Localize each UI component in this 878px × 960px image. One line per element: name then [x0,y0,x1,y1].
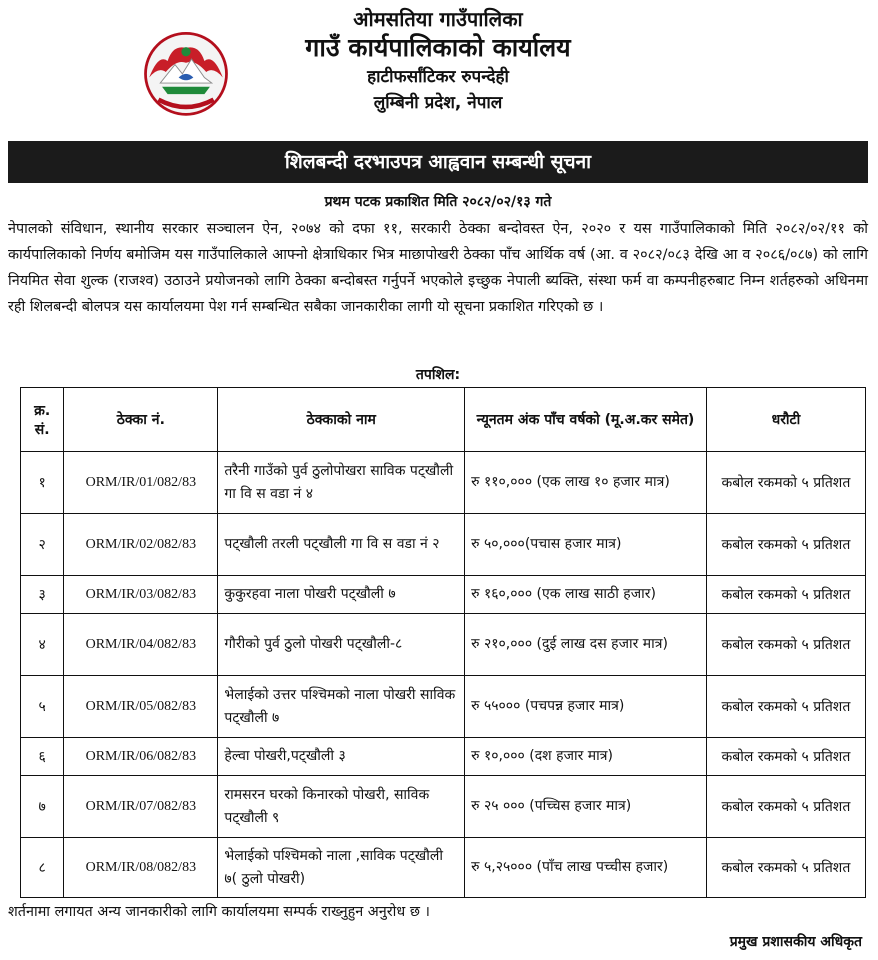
row-deposit: कबोल रकमको ५ प्रतिशत [706,676,865,738]
municipality-name: ओमसतिया गाउँपालिका [353,7,523,31]
row-deposit: कबोल रकमको ५ प्रतिशत [706,776,865,838]
col-header-deposit: धरौटी [706,388,865,452]
table-row [21,514,866,576]
row-sn: ४ [21,614,64,676]
row-code: ORM/IR/01/082/83 [64,452,218,514]
office-name: गाउँ कार्यपालिकाको कार्यालय [305,33,571,62]
table-row [21,452,866,514]
details-label: तपशिल: [415,367,461,383]
row-name: तरैनी गाउँको पुर्व ठुलोपोखरा साविक पट्खौली गा वि स वडा नं ४ [218,452,465,514]
row-code: ORM/IR/07/082/83 [64,776,218,838]
row-amount: रु २५ ००० (पच्चिस हजार मात्र) [465,776,707,838]
row-deposit: कबोल रकमको ५ प्रतिशत [706,614,865,676]
table-row [21,576,866,614]
row-deposit: कबोल रकमको ५ प्रतिशत [706,452,865,514]
row-deposit: कबोल रकमको ५ प्रतिशत [706,576,865,614]
row-name: हेल्वा पोखरी,पट्खौली ३ [218,738,465,776]
row-code: ORM/IR/04/082/83 [64,614,218,676]
row-sn: ३ [21,576,64,614]
province-country: लुम्बिनी प्रदेश, नेपाल [373,93,503,113]
letterhead [8,6,868,138]
table-row [21,676,866,738]
row-sn: ५ [21,676,64,738]
notice-title-banner: शिलबन्दी दरभाउपत्र आह्ववान सम्बन्धी सूचना [8,141,868,183]
signatory-title: प्रमुख प्रशासकीय अधिकृत [729,934,862,950]
office-address: हाटीफर्सांटिकर रुपन्देही [367,67,509,87]
col-header-code: ठेक्का नं. [64,388,218,452]
row-name: कुकुरहवा नाला पोखरी पट्खौली ७ [218,576,465,614]
row-amount: रु १६०,००० (एक लाख साठी हजार) [465,576,707,614]
row-sn: ७ [21,776,64,838]
row-sn: २ [21,514,64,576]
table-row [21,776,866,838]
row-deposit: कबोल रकमको ५ प्रतिशत [706,514,865,576]
row-code: ORM/IR/03/082/83 [64,576,218,614]
row-code: ORM/IR/06/082/83 [64,738,218,776]
row-deposit: कबोल रकमको ५ प्रतिशत [706,838,865,898]
notice-body-paragraph: नेपालको संविधान, स्थानीय सरकार सञ्चालन ऐन, २०७४ को दफा ११, सरकारी ठेक्का बन्दोवस्त ऐन, २०२० र यस गाउँपालिकाको मिति २०८२/०२/११ को कार्यपालिकाको निर्णय बमोजिम यस गाउँपालिकाले आफ्नो क्षेत्राधिकार भित्र माछापोखरी ठेक्का पाँच आर्थिक वर्ष (आ. व २०८२/०८३ देखि आ व २०८६/०८७) को लागि नियमित सेवा शुल्क (राजश्व) उठाउने प्रयोजनको लागि ठेक्का बन्दोबस्त गर्नुपर्ने भएकोले इच्छुक नेपाली ब्यक्ति, संस्था फर्म वा कम्पनीहरुबाट निम्न शर्तहरुको अधिनमा रही शिलबन्दी बोलपत्र यस कार्यालयमा पेश गर्न सम्बन्धित सबैका जानकारीका लागी यो सूचना प्रकाशित गरिएको छ । [8,221,868,315]
row-sn: १ [21,452,64,514]
row-name: पट्खौली तरली पट्खौली गा वि स वडा नं २ [218,514,465,576]
row-amount: रु २१०,००० (दुई लाख दस हजार मात्र) [465,614,707,676]
row-code: ORM/IR/02/082/83 [64,514,218,576]
row-name: भेलाईको उत्तर पश्चिमको नाला पोखरी साविक पट्खौली ७ [218,676,465,738]
publish-date: प्रथम पटक प्रकाशित मिति २०८२/०२/१३ गते [324,194,552,210]
table-row [21,614,866,676]
row-name: भेलाईको पश्चिमको नाला ,साविक पट्खौली ७( ठुलो पोखरी) [218,838,465,898]
row-deposit: कबोल रकमको ५ प्रतिशत [706,738,865,776]
row-amount: रु ५५००० (पचपन्न हजार मात्र) [465,676,707,738]
contracts-table [20,387,866,898]
row-code: ORM/IR/08/082/83 [64,838,218,898]
table-row [21,738,866,776]
col-header-amount: न्यूनतम अंक पाँच वर्षको (मू.अ.कर समेत) [465,388,707,452]
contact-request-note: शर्तनामा लगायत अन्य जानकारीको लागि कार्यालयमा सम्पर्क राख्नुहुन अनुरोध छ । [8,904,430,920]
row-amount: रु ५,२५००० (पाँच लाख पच्चीस हजार) [465,838,707,898]
col-header-name: ठेक्काको नाम [218,388,465,452]
row-code: ORM/IR/05/082/83 [64,676,218,738]
row-amount: रु १०,००० (दश हजार मात्र) [465,738,707,776]
row-sn: ८ [21,838,64,898]
row-sn: ६ [21,738,64,776]
table-row [21,838,866,898]
row-amount: रु ११०,००० (एक लाख १० हजार मात्र) [465,452,707,514]
row-name: रामसरन घरको किनारको पोखरी, साविक पट्खौली ९ [218,776,465,838]
row-amount: रु ५०,०००(पचास हजार मात्र) [465,514,707,576]
row-name: गौरीको पुर्व ठुलो पोखरी पट्खौली-८ [218,614,465,676]
col-header-sn: क्र. सं. [21,388,64,452]
notice-page [8,6,868,950]
